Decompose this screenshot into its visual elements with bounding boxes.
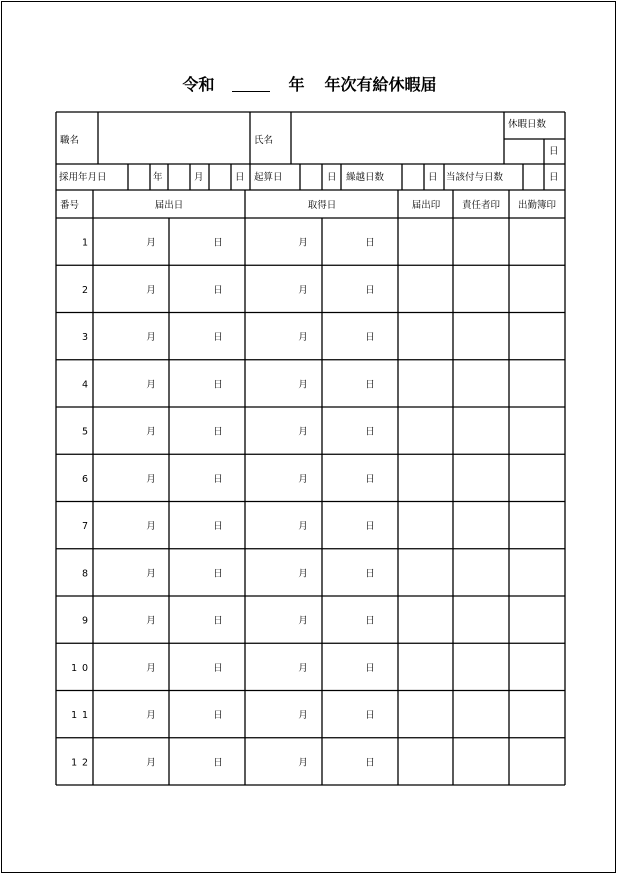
todokede-month-unit: 月	[146, 237, 156, 249]
shutoku-day-unit: 日	[365, 615, 375, 627]
tougai-day-unit: 日	[549, 172, 559, 183]
shutoku-day-unit: 日	[365, 379, 375, 391]
shukkinbo-in-cell[interactable]	[510, 266, 564, 311]
sekininsha-in-cell[interactable]	[454, 503, 508, 548]
row-number: 4	[81, 379, 88, 391]
todokede-in-cell[interactable]	[399, 597, 452, 642]
shutoku-day-unit: 日	[365, 332, 375, 344]
todokede-day-unit: 日	[213, 332, 223, 344]
todokede-day-unit: 日	[213, 473, 223, 485]
todokede-day-unit: 日	[213, 426, 223, 438]
row-number: 5	[81, 426, 88, 438]
sekininsha-in-cell[interactable]	[454, 692, 508, 737]
todokede-in-cell[interactable]	[399, 266, 452, 311]
label-kurikoshi: 繰越日数	[346, 172, 385, 183]
shukkinbo-in-cell[interactable]	[510, 361, 564, 406]
row-number: 1 0	[71, 662, 88, 674]
shutoku-month-unit: 月	[298, 284, 308, 296]
shukkinbo-in-cell[interactable]	[510, 503, 564, 548]
shutoku-month-unit: 月	[298, 473, 308, 485]
col-shutoku: 取得日	[307, 200, 337, 211]
kisan-day-unit: 日	[327, 172, 337, 183]
todokede-month-unit: 月	[146, 568, 156, 580]
todokede-in-cell[interactable]	[399, 503, 452, 548]
saiyo-day-field[interactable]	[211, 166, 231, 188]
label-tougai: 当該付与日数	[446, 172, 504, 183]
shutoku-month-unit: 月	[298, 237, 308, 249]
shukkinbo-in-cell[interactable]	[510, 219, 564, 264]
saiyo-year-field[interactable]	[130, 166, 150, 188]
todokede-month-unit: 月	[146, 379, 156, 391]
todokede-in-cell[interactable]	[399, 361, 452, 406]
saiyo-month-field[interactable]	[170, 166, 190, 188]
row-number: 1 1	[71, 710, 88, 722]
row-number: 2	[81, 284, 88, 296]
todokede-day-unit: 日	[213, 662, 223, 674]
todokede-in-cell[interactable]	[399, 739, 452, 784]
todokede-in-cell[interactable]	[399, 219, 452, 264]
col-shukkinbo-in: 出勤簿印	[517, 200, 557, 211]
shutoku-month-unit: 月	[298, 757, 308, 769]
shukkinbo-in-cell[interactable]	[510, 455, 564, 500]
todokede-month-unit: 月	[146, 521, 156, 533]
shukkinbo-in-cell[interactable]	[510, 597, 564, 642]
shutoku-month-unit: 月	[298, 615, 308, 627]
todokede-day-unit: 日	[213, 521, 223, 533]
shutoku-month-unit: 月	[298, 710, 308, 722]
title-year-suffix: 年	[288, 75, 305, 94]
row-number: 1 2	[71, 757, 88, 769]
sekininsha-in-cell[interactable]	[454, 644, 508, 689]
todokede-in-cell[interactable]	[399, 692, 452, 737]
label-shokumei: 職名	[60, 135, 80, 146]
label-shimei: 氏名	[254, 135, 274, 146]
shutoku-month-unit: 月	[298, 426, 308, 438]
shutoku-day-unit: 日	[365, 521, 375, 533]
shutoku-day-unit: 日	[365, 568, 375, 580]
todokede-month-unit: 月	[146, 473, 156, 485]
todokede-month-unit: 月	[146, 332, 156, 344]
col-bango: 番号	[60, 200, 80, 211]
sekininsha-in-cell[interactable]	[454, 314, 508, 359]
saiyo-month-unit: 月	[194, 172, 204, 183]
shutoku-day-unit: 日	[365, 662, 375, 674]
col-todokede: 届出日	[154, 200, 184, 211]
todokede-in-cell[interactable]	[399, 314, 452, 359]
todokede-month-unit: 月	[146, 615, 156, 627]
todokede-in-cell[interactable]	[399, 550, 452, 595]
todokede-day-unit: 日	[213, 237, 223, 249]
saiyo-year-unit: 年	[153, 172, 163, 183]
kurikoshi-day-unit: 日	[428, 172, 438, 183]
row-number: 3	[81, 332, 88, 344]
label-kisan: 起算日	[254, 172, 283, 183]
sekininsha-in-cell[interactable]	[454, 597, 508, 642]
todokede-in-cell[interactable]	[399, 644, 452, 689]
todokede-month-unit: 月	[146, 426, 156, 438]
kyuka-day-unit: 日	[549, 146, 559, 157]
title-prefix: 令和	[182, 75, 215, 94]
row-number: 1	[81, 237, 88, 249]
col-sekininsha-in: 責任者印	[461, 200, 501, 211]
shimei-field[interactable]	[291, 114, 502, 163]
shutoku-month-unit: 月	[298, 568, 308, 580]
todokede-month-unit: 月	[146, 662, 156, 674]
todokede-day-unit: 日	[213, 568, 223, 580]
shukkinbo-in-cell[interactable]	[510, 739, 564, 784]
shutoku-day-unit: 日	[365, 426, 375, 438]
shutoku-month-unit: 月	[298, 662, 308, 674]
todokede-in-cell[interactable]	[399, 455, 452, 500]
sekininsha-in-cell[interactable]	[454, 550, 508, 595]
shutoku-day-unit: 日	[365, 757, 375, 769]
col-todokede-in: 届出印	[411, 200, 441, 211]
todokede-day-unit: 日	[213, 757, 223, 769]
row-number: 7	[81, 521, 88, 533]
sekininsha-in-cell[interactable]	[454, 361, 508, 406]
shutoku-month-unit: 月	[298, 332, 308, 344]
shukkinbo-in-cell[interactable]	[510, 408, 564, 453]
shokumei-field[interactable]	[98, 114, 248, 163]
label-kyuka-nissu: 休暇日数	[508, 119, 547, 130]
shukkinbo-in-cell[interactable]	[510, 314, 564, 359]
shutoku-day-unit: 日	[365, 284, 375, 296]
shutoku-day-unit: 日	[365, 710, 375, 722]
todokede-month-unit: 月	[146, 757, 156, 769]
todokede-day-unit: 日	[213, 710, 223, 722]
todokede-day-unit: 日	[213, 615, 223, 627]
sekininsha-in-cell[interactable]	[454, 266, 508, 311]
kisan-field[interactable]	[302, 166, 322, 188]
kurikoshi-field[interactable]	[404, 166, 424, 188]
saiyo-day-unit: 日	[235, 172, 245, 183]
row-number: 9	[81, 615, 88, 627]
todokede-month-unit: 月	[146, 710, 156, 722]
shutoku-month-unit: 月	[298, 521, 308, 533]
row-number: 6	[81, 473, 88, 485]
sekininsha-in-cell[interactable]	[454, 455, 508, 500]
sekininsha-in-cell[interactable]	[454, 408, 508, 453]
shutoku-month-unit: 月	[298, 379, 308, 391]
sekininsha-in-cell[interactable]	[454, 219, 508, 264]
todokede-in-cell[interactable]	[399, 408, 452, 453]
tougai-field[interactable]	[525, 166, 544, 188]
title-main: 年次有給休暇届	[324, 75, 437, 94]
shutoku-day-unit: 日	[365, 473, 375, 485]
shukkinbo-in-cell[interactable]	[510, 550, 564, 595]
label-saiyo: 採用年月日	[59, 172, 107, 183]
todokede-day-unit: 日	[213, 379, 223, 391]
row-number: 8	[81, 568, 88, 580]
shukkinbo-in-cell[interactable]	[510, 644, 564, 689]
todokede-day-unit: 日	[213, 284, 223, 296]
shutoku-day-unit: 日	[365, 237, 375, 249]
todokede-month-unit: 月	[146, 284, 156, 296]
shukkinbo-in-cell[interactable]	[510, 692, 564, 737]
kyuka-nissu-field[interactable]	[506, 140, 543, 163]
sekininsha-in-cell[interactable]	[454, 739, 508, 784]
